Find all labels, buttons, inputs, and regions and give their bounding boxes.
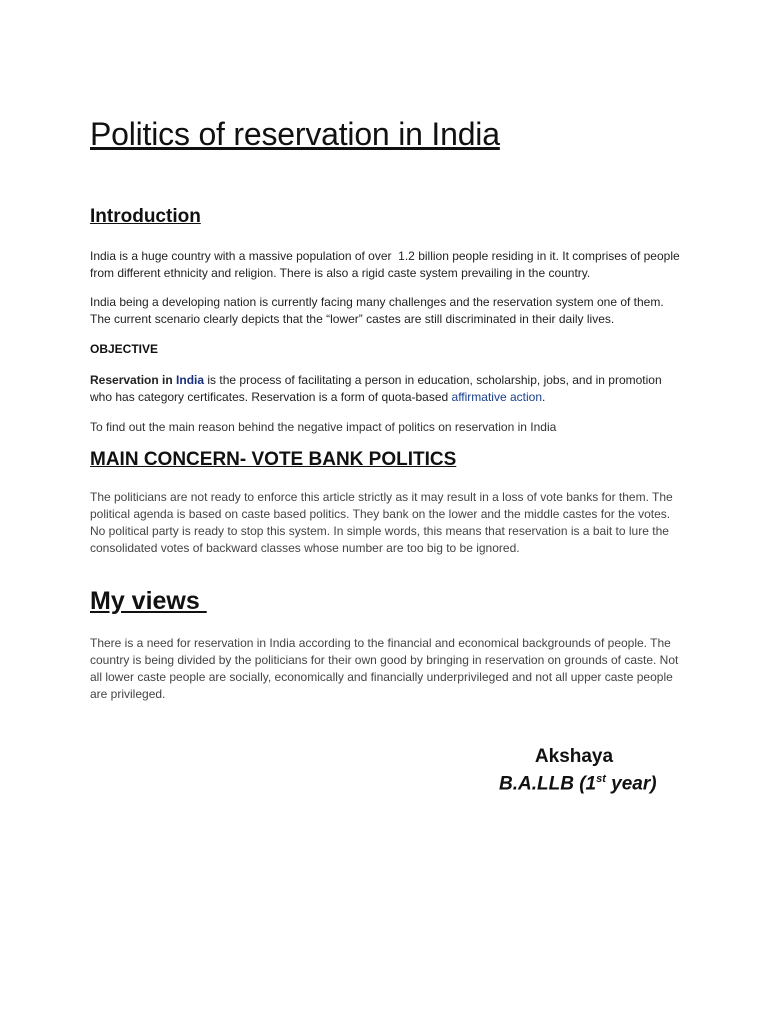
signature-course [499,773,657,795]
document-title: Politics of reservation in India [90,116,500,152]
india-link[interactable]: India [176,373,205,387]
course-prefix: B.A.LLB (1 [499,773,597,795]
course-suffix: year) [605,773,657,795]
course-superscript: st [596,773,606,785]
introduction-paragraph-2: India being a developing nation is currently facing many challenges and the reservation system one of them. The current scenario clearly depicts that the “lower” castes are still discriminated in their daily lives. [90,295,664,326]
objective-text-b: . [542,389,546,404]
main-concern-heading: MAIN CONCERN- VOTE BANK POLITICS [90,449,457,470]
objective-aim: To find out the main reason behind the negative impact of politics on reservation in India [90,420,557,434]
signature-name: Akshaya [534,746,614,767]
signature-name-line [0,746,768,768]
introduction-paragraph-1: India is a huge country with a massive population of over 1.2 billion people residing in it. It comprises of people from different ethnicity and religion. There is also a rigid caste system prevailing in the country. [90,249,680,280]
objective-heading: OBJECTIVE [90,342,159,356]
my-views-paragraph: There is a need for reservation in India according to the financial and economical backgrounds of people. The country is being divided by the politicians for their own good by bringing in reservation on grounds of caste. Not all lower caste people are socially, economically and financially underprivileged and not all upper caste people are privileged. [90,636,679,701]
reservation-in-label: Reservation in [90,373,177,387]
main-concern-paragraph: The politicians are not ready to enforce this article strictly as it may result in a loss of vote banks for them. The political agenda is based on caste based politics. They bank on the lower and the middle castes for the votes. No political party is ready to stop this system. In simple words, this means that reservation is a bait to lure the consolidated votes of backward classes whose number are too big to be ignored. [90,490,673,555]
my-views-heading: My views [90,587,207,615]
introduction-heading: Introduction [90,206,201,227]
objective-paragraph [90,372,680,405]
objective-text-a: is the process of facilitating a person in education, scholarship, jobs, and in promotion who has category certificates. Reservation is a form of quota-based [90,373,662,404]
affirmative-action-link[interactable]: affirmative action [451,389,543,404]
